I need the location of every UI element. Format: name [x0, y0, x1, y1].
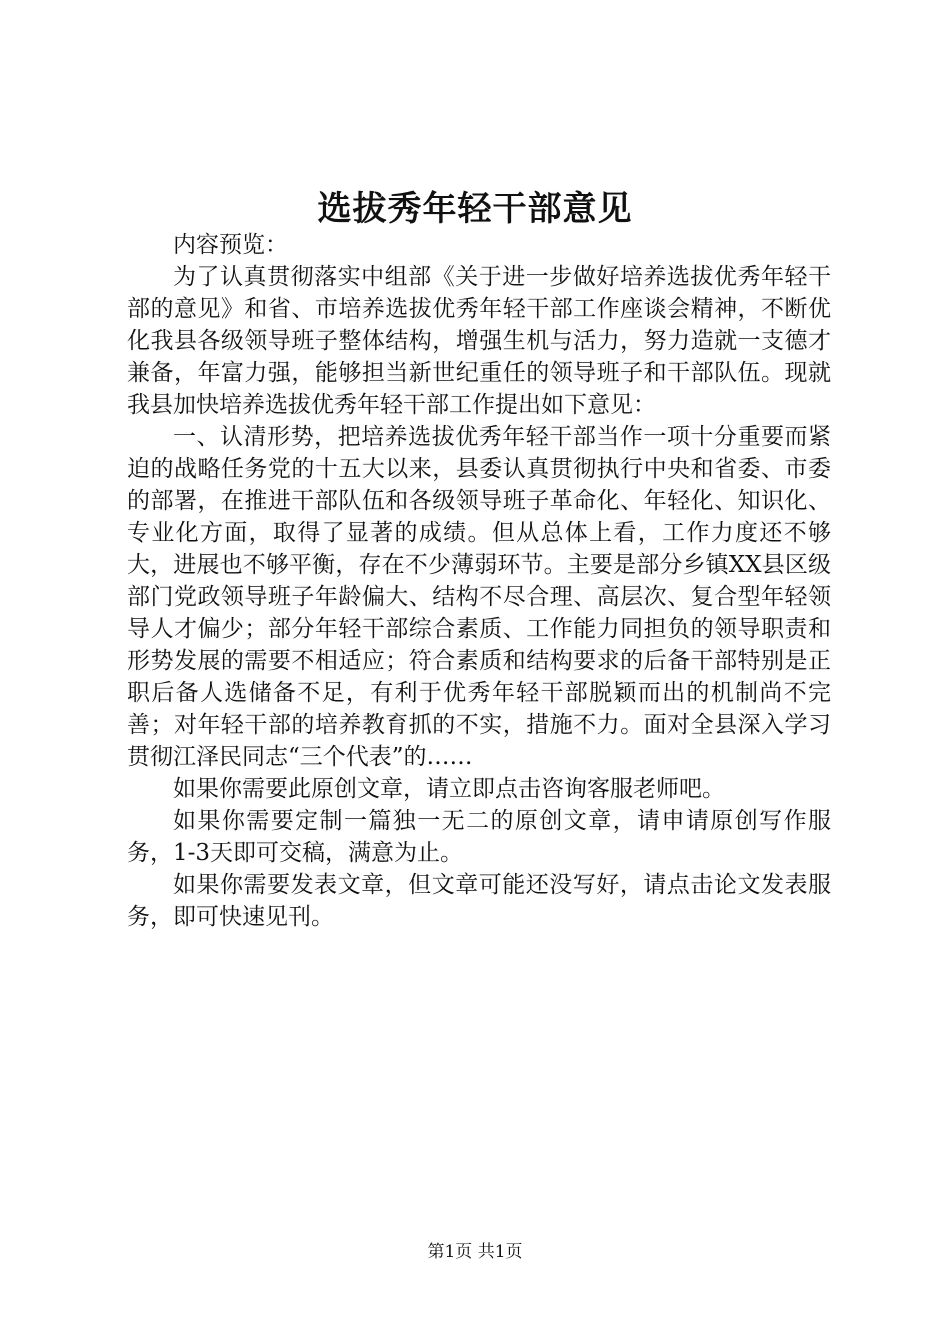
consult-service-paragraph: 如果你需要此原创文章，请立即点击咨询客服老师吧。 [173, 776, 725, 802]
document-title: 选拔秀年轻干部意见 [317, 189, 633, 229]
intro-paragraph: 为了认真贯彻落实中组部《关于进一步做好培养选拔优秀年轻干部的意见》和省、市培养选拔优秀年轻干部工作座谈会精神，不断优化我县各级领导班子整体结构，增强生机与活力，努力造就一支德才兼备，年富力强，能够担当新世纪重任的领导班子和干部队伍。现就我县加快培养选拔优秀年轻干部工作提出如下意见： [127, 264, 831, 418]
page-number-footer: 第1页 共1页 [427, 1242, 523, 1262]
document-body [127, 229, 831, 933]
custom-writing-paragraph: 如果你需要定制一篇独一无二的原创文章，请申请原创写作服务，1-3天即可交稿，满意为止。 [127, 808, 831, 866]
preview-label: 内容预览： [173, 232, 288, 258]
section-one-paragraph: 一、认清形势，把培养选拔优秀年轻干部当作一项十分重要而紧迫的战略任务党的十五大以来，县委认真贯彻执行中央和省委、市委的部署，在推进干部队伍和各级领导班子革命化、年轻化、知识化、专业化方面，取得了显著的成绩。但从总体上看，工作力度还不够大，进展也不够平衡，存在不少薄弱环节。主要是部分乡镇XX县区级部门党政领导班子年龄偏大、结构不尽合理、高层次、复合型年轻领导人才偏少；部分年轻干部综合素质、工作能力同担负的领导职责和形势发展的需要不相适应；符合素质和结构要求的后备干部特别是正职后备人选储备不足，有利于优秀年轻干部脱颖而出的机制尚不完善；对年轻干部的培养教育抓的不实，措施不力。面对全县深入学习贯彻江泽民同志“三个代表”的…… [127, 424, 831, 770]
publish-service-paragraph: 如果你需要发表文章，但文章可能还没写好，请点击论文发表服务，即可快速见刊。 [127, 872, 831, 930]
